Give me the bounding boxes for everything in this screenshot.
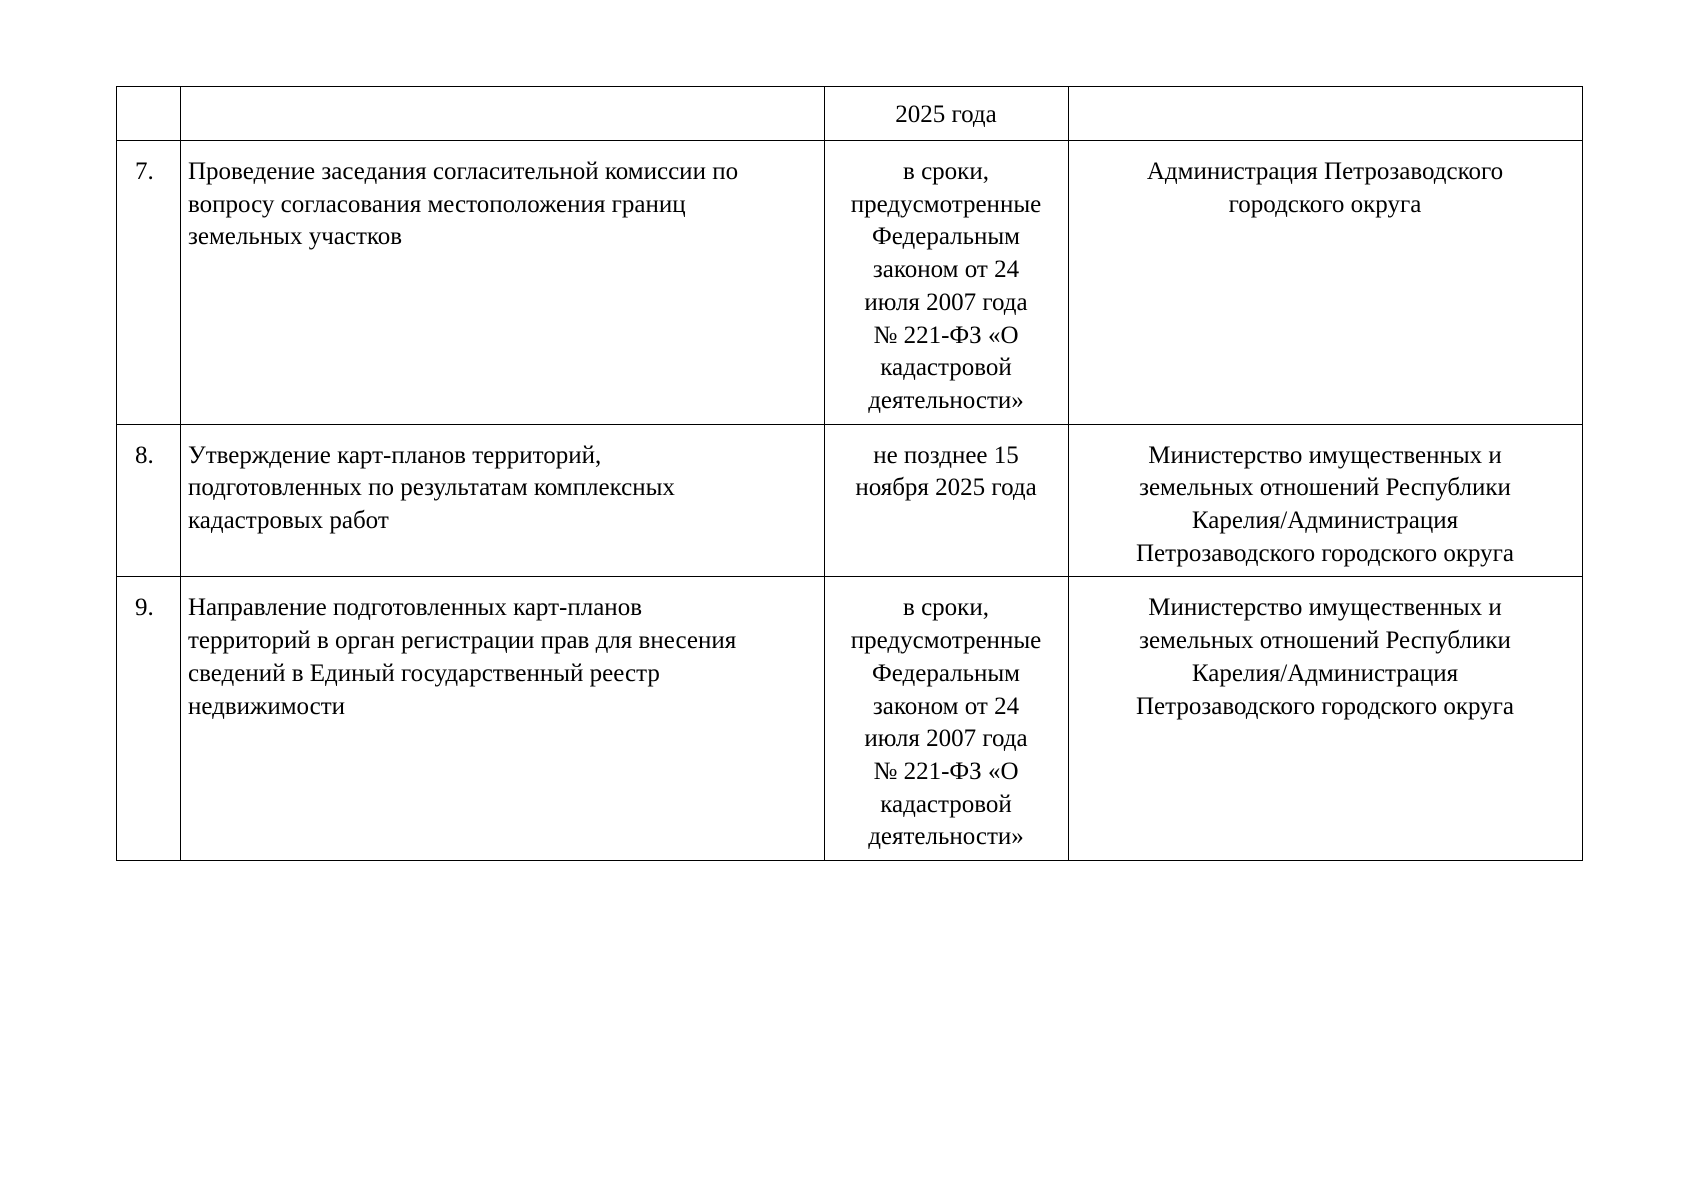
activity-text (181, 141, 824, 260)
table-row (117, 87, 1583, 141)
deadline-line: кадастровой (880, 354, 1012, 382)
deadline-line: в сроки, (903, 158, 989, 185)
activity-line: территорий в орган регистрации прав для внесения (188, 627, 737, 655)
responsible-text (1069, 87, 1582, 105)
activity-line: Направление подготовленных карт-планов (188, 594, 642, 622)
deadline-text (825, 577, 1068, 860)
responsible-line: Петрозаводского городского округа (1136, 692, 1514, 720)
deadline-line: законом от 24 (872, 692, 1020, 720)
deadline-line: июля 2007 года (864, 288, 1028, 316)
responsible-line: Карелия/Администрация (1191, 659, 1459, 687)
deadline-line: 2025 года (895, 101, 997, 128)
row-number: 7. (135, 158, 154, 185)
deadline-line: июля 2007 года (864, 725, 1028, 753)
responsible-line: земельных отношений Республики (1139, 474, 1511, 502)
responsible-cell (1069, 87, 1583, 141)
row-number: 9. (135, 594, 154, 622)
deadline-line: деятельности» (868, 386, 1024, 414)
table-row (117, 141, 1583, 425)
responsible-text (1069, 425, 1582, 577)
activity-line: вопросу согласования местоположения границ (188, 190, 686, 218)
row-number: 8. (135, 441, 154, 469)
row-number-cell (117, 424, 181, 577)
row-number-cell (117, 87, 181, 141)
activity-line: земельных участков (188, 223, 403, 251)
responsible-text (1069, 141, 1582, 227)
deadline-line: предусмотренные (850, 627, 1042, 655)
responsible-line: Министерство имущественных и (1148, 594, 1502, 622)
responsible-line: Карелия/Администрация (1191, 507, 1459, 535)
deadline-text (825, 87, 1068, 138)
deadline-line: кадастровой (880, 790, 1012, 818)
schedule-table-body (117, 87, 1583, 861)
deadline-line: ноября 2025 года (855, 474, 1037, 502)
deadline-text (825, 141, 1068, 424)
activity-cell (181, 141, 825, 425)
deadline-cell (825, 87, 1069, 141)
activity-text (181, 87, 824, 105)
deadline-line: № 221-ФЗ «О (873, 757, 1019, 785)
deadline-text (825, 425, 1068, 511)
responsible-line: городского округа (1228, 190, 1422, 218)
responsible-cell (1069, 141, 1583, 425)
deadline-line: законом от 24 (872, 256, 1020, 284)
activity-line: Утверждение карт-планов территорий, (188, 441, 602, 469)
activity-text (181, 577, 824, 729)
responsible-line: Администрация Петрозаводского (1146, 158, 1504, 185)
deadline-line: не позднее 15 (873, 441, 1019, 469)
responsible-cell (1069, 424, 1583, 577)
row-number-cell (117, 141, 181, 425)
activity-line: недвижимости (188, 692, 346, 720)
activity-line: Проведение заседания согласительной комиссии по (188, 158, 739, 185)
responsible-text (1069, 577, 1582, 729)
activity-line: сведений в Единый государственный реестр (188, 659, 660, 687)
deadline-line: Федеральным (871, 223, 1021, 251)
deadline-cell (825, 577, 1069, 861)
responsible-line: Министерство имущественных и (1148, 441, 1502, 469)
responsible-line: земельных отношений Республики (1139, 627, 1511, 655)
activity-line: подготовленных по результатам комплексных (188, 474, 675, 502)
deadline-line: Федеральным (871, 659, 1021, 687)
row-number (117, 87, 180, 108)
responsible-line: Петрозаводского городского округа (1136, 539, 1514, 567)
activity-line: кадастровых работ (188, 507, 389, 535)
deadline-cell (825, 424, 1069, 577)
activity-cell (181, 424, 825, 577)
activity-text (181, 425, 824, 544)
deadline-line: № 221-ФЗ «О (873, 321, 1019, 349)
schedule-table (116, 86, 1583, 861)
activity-cell (181, 577, 825, 861)
row-number-cell (117, 577, 181, 861)
deadline-cell (825, 141, 1069, 425)
deadline-line: предусмотренные (850, 190, 1042, 218)
deadline-line: деятельности» (868, 823, 1024, 851)
deadline-line: в сроки, (903, 594, 989, 622)
responsible-cell (1069, 577, 1583, 861)
table-row (117, 577, 1583, 861)
table-row (117, 424, 1583, 577)
activity-cell (181, 87, 825, 141)
